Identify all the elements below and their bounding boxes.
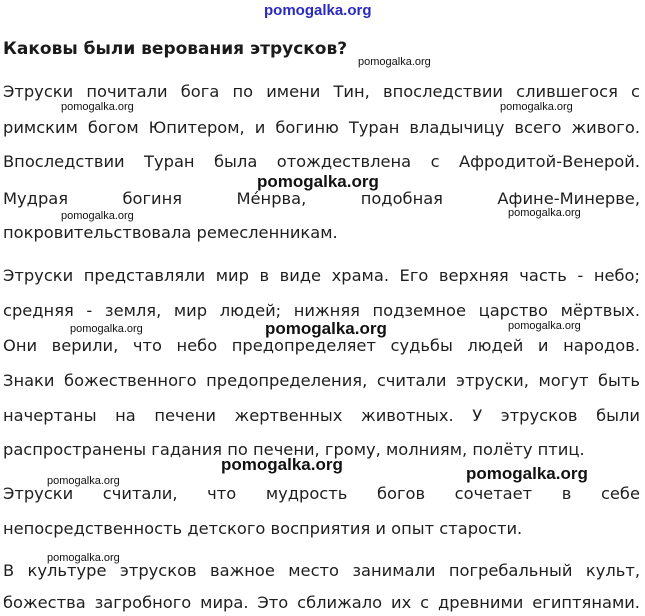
watermark-p3-big-right: pomogalka.org xyxy=(466,464,588,483)
paragraph1-line-3: Впоследствии Туран была отождествлена с Афродитой-Венерой. xyxy=(3,152,640,171)
watermark-p1-right: pomogalka.org xyxy=(500,101,573,113)
paragraph1-line-4: Мудрая богиня Ме́нрва, подобная Афине-Минерве, xyxy=(3,189,640,208)
paragraph3-line-1: Этруски считали, что мудрость богов сочетает в себе xyxy=(3,484,640,503)
watermark-p3-big-left: pomogalka.org xyxy=(221,455,343,474)
paragraph2-line-5: начертаны на печени жертвенных животных. У этрусков были xyxy=(3,406,640,425)
watermark-p1-big: pomogalka.org xyxy=(257,172,379,191)
paragraph1-line-2: римским богом Юпитером, и богиню Туран владычицу всего живого. xyxy=(3,118,640,137)
watermark-p3-small-left: pomogalka.org xyxy=(47,475,120,487)
paragraph1-line-1: Этруски почитали бога по имени Тин, впоследствии слившегося с xyxy=(3,82,640,101)
paragraph2-line-2: средняя - земля, мир людей; нижняя подземное царство мёртвых. xyxy=(3,301,640,320)
watermark-heading: pomogalka.org xyxy=(358,56,431,68)
paragraph3-line-2: непосредственность детского восприятия и опыт старости. xyxy=(3,519,523,538)
watermark-p2-right: pomogalka.org xyxy=(508,320,581,332)
paragraph4-line-2: божества загробного мира. Это сближало их с древними египтянами. xyxy=(3,593,640,612)
paragraph1-line-5: покровительствовала ремесленникам. xyxy=(3,223,338,242)
paragraph4-line-1: В культуре этрусков важное место занимали погребальный культ, xyxy=(3,561,640,580)
watermark-top: pomogalka.org xyxy=(264,2,372,19)
watermark-p4-small-left: pomogalka.org xyxy=(47,552,120,564)
watermark-p1-left-2: pomogalka.org xyxy=(61,210,134,222)
watermark-p1-left: pomogalka.org xyxy=(61,101,134,113)
watermark-p2-big: pomogalka.org xyxy=(265,319,387,338)
paragraph2-line-4: Знаки божественного предопределения, считали этруски, могут быть xyxy=(3,371,640,390)
watermark-p1-right-2: pomogalka.org xyxy=(508,207,581,219)
watermark-p2-left: pomogalka.org xyxy=(70,323,143,335)
paragraph2-line-3: Они верили, что небо предопределяет судьбы людей и народов. xyxy=(3,336,640,355)
page-title: Каковы были верования этрусков? xyxy=(3,39,348,59)
paragraph2-line-6: распространены гадания по печени, грому, молниям, полёту птиц. xyxy=(3,440,585,459)
paragraph2-line-1: Этруски представляли мир в виде храма. Его верхняя часть - небо; xyxy=(3,266,640,285)
